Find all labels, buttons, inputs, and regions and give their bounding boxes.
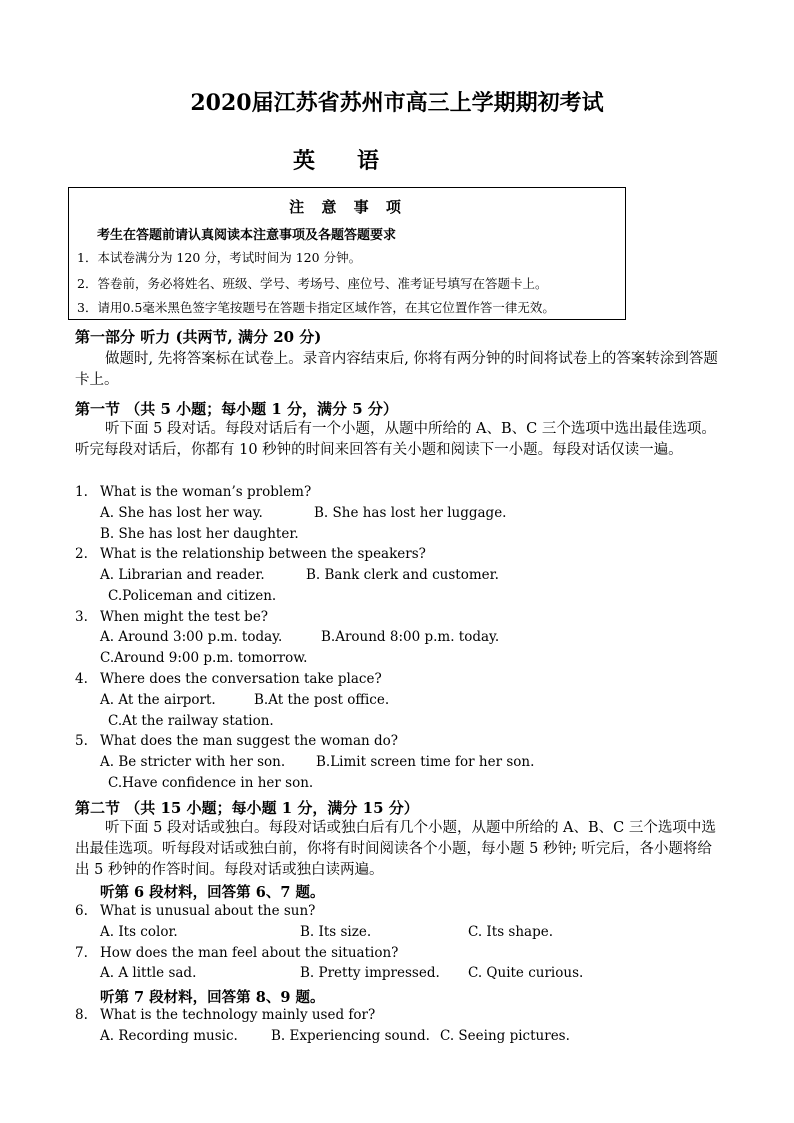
- section1-heading: 第一节 （共 5 小题；每小题 1 分，满分 5 分）: [75, 400, 398, 418]
- page-title: 2020届江苏省苏州市高三上学期期初考试: [190, 90, 604, 116]
- q7-option-b: B. Pretty impressed.: [300, 965, 440, 981]
- q3-option-c: C.Around 9:00 p.m. tomorrow.: [100, 650, 308, 666]
- part1-instruction: 做题时, 先将答案标在试卷上。录音内容结束后, 你将有两分钟的时间将试卷上的答案转涂到答题卡上。: [75, 351, 718, 388]
- q2-option-a: A. Librarian and reader.: [100, 567, 265, 583]
- notice-item-1: 1．本试卷满分为 120 分，考试时间为 120 分钟。: [77, 250, 362, 265]
- q1-option-b: B. She has lost her luggage.: [314, 505, 507, 521]
- section2-heading: 第二节 （共 15 小题；每小题 1 分，满分 15 分）: [75, 799, 419, 817]
- q6-option-a: A. Its color.: [100, 924, 178, 940]
- q4-option-c: C.At the railway station.: [108, 713, 274, 729]
- q7-option-c: C. Quite curious.: [468, 965, 584, 981]
- notice-item-2: 2．答卷前，务必将姓名、班级、学号、考场号、座位号、准考证号填写在答题卡上。: [77, 276, 548, 291]
- q3-option-b: B.Around 8:00 p.m. today.: [321, 629, 500, 645]
- question-8: 8. What is the technology mainly used for?: [75, 1007, 376, 1023]
- subject-title: [293, 144, 379, 175]
- subject-char-2: 语: [357, 148, 380, 174]
- q6-option-c: C. Its shape.: [468, 924, 554, 940]
- q5-option-b: B.Limit screen time for her son.: [316, 754, 535, 770]
- q1-option-c: B. She has lost her daughter.: [100, 526, 299, 542]
- section2-instruction: 听下面 5 段对话或独白。每段对话或独白后有几个小题，从题中所给的 A、B、C 三个选项中选出最佳选项。听每段对话或独白前，你将有时间阅读各个小题，每小题 5 秒钟; 听完后，各小题将给出 5 秒钟的作答时间。每段对话或独白读两遍。: [75, 820, 716, 878]
- q1-option-a: A. She has lost her way.: [100, 505, 263, 521]
- q8-option-a: A. Recording music.: [100, 1028, 238, 1044]
- material-7-heading: 听第 7 段材料，回答第 8、9 题。: [100, 989, 325, 1006]
- q2-option-c: C.Policeman and citizen.: [108, 588, 277, 604]
- question-7: 7. How does the man feel about the situation?: [75, 945, 399, 961]
- section1-instruction: 听下面 5 段对话。每段对话后有一个小题，从题中所给的 A、B、C 三个选项中选出最佳选项。听完每段对话后，你都有 10 秒钟的时间来回答有关小题和阅读下一小题。每段对话仅读一遍。: [75, 421, 716, 458]
- notice-box: [68, 187, 626, 320]
- q4-option-a: A. At the airport.: [100, 692, 216, 708]
- part1-heading: 第一部分 听力 (共两节, 满分 20 分): [75, 328, 322, 346]
- q5-option-a: A. Be stricter with her son.: [100, 754, 286, 770]
- q8-option-c: C. Seeing pictures.: [440, 1028, 570, 1044]
- notice-subheading: 考生在答题前请认真阅读本注意事项及各题答题要求: [97, 228, 397, 243]
- q2-option-b: B. Bank clerk and customer.: [306, 567, 499, 583]
- question-6: 6. What is unusual about the sun?: [75, 903, 316, 919]
- subject-char-1: 英: [293, 148, 316, 174]
- q4-option-b: B.At the post office.: [254, 692, 390, 708]
- material-6-heading: 听第 6 段材料，回答第 6、7 题。: [100, 884, 325, 901]
- question-5: 5. What does the man suggest the woman do?: [75, 733, 399, 749]
- notice-heading: 注 意 事 项: [289, 198, 407, 216]
- question-2: 2. What is the relationship between the speakers?: [75, 546, 426, 562]
- q6-option-b: B. Its size.: [300, 924, 372, 940]
- q5-option-c: C.Have confidence in her son.: [108, 775, 314, 791]
- q3-option-a: A. Around 3:00 p.m. today.: [100, 629, 283, 645]
- q8-option-b: B. Experiencing sound.: [271, 1028, 430, 1044]
- q7-option-a: A. A little sad.: [100, 965, 197, 981]
- question-1: 1. What is the woman’s problem?: [75, 484, 312, 500]
- notice-item-3: 3．请用0.5毫米黑色签字笔按题号在答题卡指定区域作答，在其它位置作答一律无效。: [77, 300, 555, 315]
- question-3: 3. When might the test be?: [75, 609, 269, 625]
- question-4: 4. Where does the conversation take place?: [75, 671, 382, 687]
